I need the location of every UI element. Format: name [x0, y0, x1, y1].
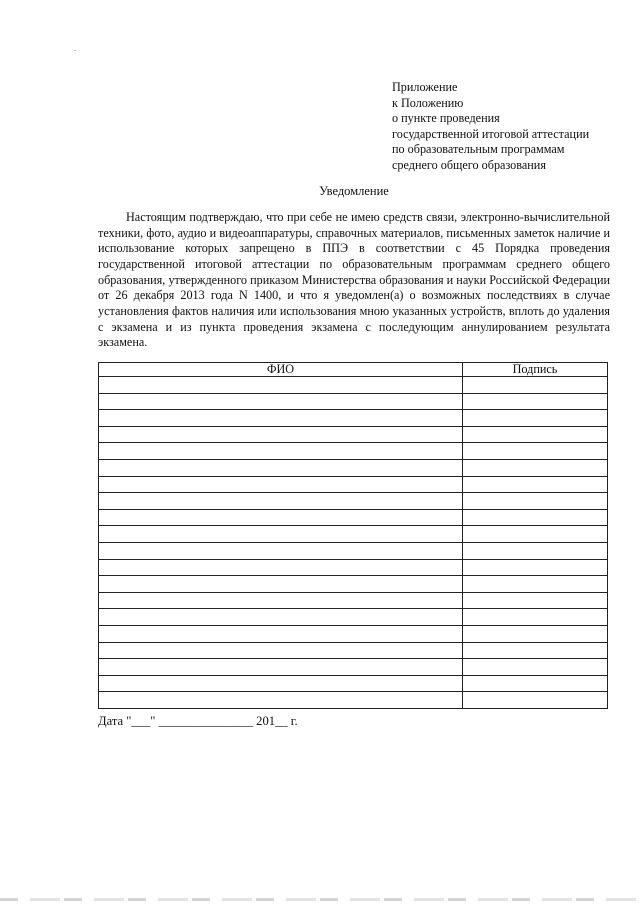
signature-cell[interactable] — [463, 476, 608, 493]
signature-cell[interactable] — [463, 509, 608, 526]
signature-cell[interactable] — [463, 410, 608, 427]
signature-cell[interactable] — [463, 559, 608, 576]
fio-cell[interactable] — [99, 692, 463, 709]
fio-cell[interactable] — [99, 476, 463, 493]
signature-cell[interactable] — [463, 642, 608, 659]
signature-cell[interactable] — [463, 625, 608, 642]
fio-cell[interactable] — [99, 659, 463, 676]
scan-edge-artifact — [0, 898, 640, 901]
fio-cell[interactable] — [99, 542, 463, 559]
signature-cell[interactable] — [463, 377, 608, 394]
appendix-line: к Положению — [392, 95, 464, 110]
table-row — [99, 592, 608, 609]
scan-speck — [74, 50, 76, 51]
appendix-block — [392, 80, 622, 174]
fio-cell[interactable] — [99, 642, 463, 659]
signature-cell[interactable] — [463, 459, 608, 476]
table-row — [99, 459, 608, 476]
table-row — [99, 625, 608, 642]
table-row — [99, 476, 608, 493]
fio-cell[interactable] — [99, 443, 463, 460]
notice-body — [98, 210, 610, 351]
appendix-line: среднего общего образования — [392, 157, 546, 172]
table-row — [99, 443, 608, 460]
table-row — [99, 377, 608, 394]
fio-cell[interactable] — [99, 509, 463, 526]
table-row — [99, 675, 608, 692]
table-row — [99, 609, 608, 626]
fio-cell[interactable] — [99, 625, 463, 642]
appendix-line: о пункте проведения — [392, 111, 500, 126]
document-title: Уведомление — [319, 184, 389, 198]
signature-cell[interactable] — [463, 592, 608, 609]
fio-cell[interactable] — [99, 576, 463, 593]
table-row — [99, 509, 608, 526]
date-line: Дата "___" _______________ 201__ г. — [98, 714, 298, 728]
signature-cell[interactable] — [463, 493, 608, 510]
signature-cell[interactable] — [463, 609, 608, 626]
fio-cell[interactable] — [99, 377, 463, 394]
signature-cell[interactable] — [463, 542, 608, 559]
appendix-line: государственной итоговой аттестации — [392, 126, 590, 141]
signature-cell[interactable] — [463, 692, 608, 709]
fio-cell[interactable] — [99, 393, 463, 410]
table-row — [99, 692, 608, 709]
notice-paragraph: Настоящим подтверждаю, что при себе не имею средств связи, электронно-вычислительной техники, фото, аудио и видеоаппаратуры, справочных материалов, письменных заметок наличие и использование которых запрещено в ППЭ в соответствии с 45 Порядка проведения государственной итоговой аттестации по образовательным программам среднего общего образования, утвержденного приказом Министерства образования и науки Российской Федерации от 26 декабря 2013 года N 1400, и что я уведомлен(а) о возможных последствиях в случае установления фактов наличия или использования мною указанных устройств, вплоть до удаления с экзамена и из пункта проведения экзамена с последующим аннулированием результата экзамена. — [98, 210, 610, 350]
fio-cell[interactable] — [99, 675, 463, 692]
appendix-line: Приложение — [392, 80, 458, 94]
signature-cell[interactable] — [463, 576, 608, 593]
signature-cell[interactable] — [463, 675, 608, 692]
fio-cell[interactable] — [99, 559, 463, 576]
fio-cell[interactable] — [99, 459, 463, 476]
appendix-line: по образовательным программам — [392, 142, 565, 157]
table-row — [99, 426, 608, 443]
signature-cell[interactable] — [463, 443, 608, 460]
table-body — [99, 377, 608, 709]
table-row — [99, 393, 608, 410]
fio-cell[interactable] — [99, 426, 463, 443]
fio-cell[interactable] — [99, 526, 463, 543]
fio-cell[interactable] — [99, 493, 463, 510]
signature-cell[interactable] — [463, 659, 608, 676]
table-row — [99, 642, 608, 659]
table-row — [99, 559, 608, 576]
fio-cell[interactable] — [99, 410, 463, 427]
table-row — [99, 576, 608, 593]
table-row — [99, 493, 608, 510]
table-header-row — [99, 363, 608, 377]
signature-cell[interactable] — [463, 393, 608, 410]
fio-column-header: ФИО — [99, 363, 463, 377]
signature-column-header: Подпись — [463, 363, 608, 377]
signature-table — [98, 362, 608, 709]
signature-cell[interactable] — [463, 526, 608, 543]
signature-cell[interactable] — [463, 426, 608, 443]
table-row — [99, 659, 608, 676]
fio-cell[interactable] — [99, 609, 463, 626]
table-row — [99, 526, 608, 543]
table-row — [99, 410, 608, 427]
table-row — [99, 542, 608, 559]
fio-cell[interactable] — [99, 592, 463, 609]
